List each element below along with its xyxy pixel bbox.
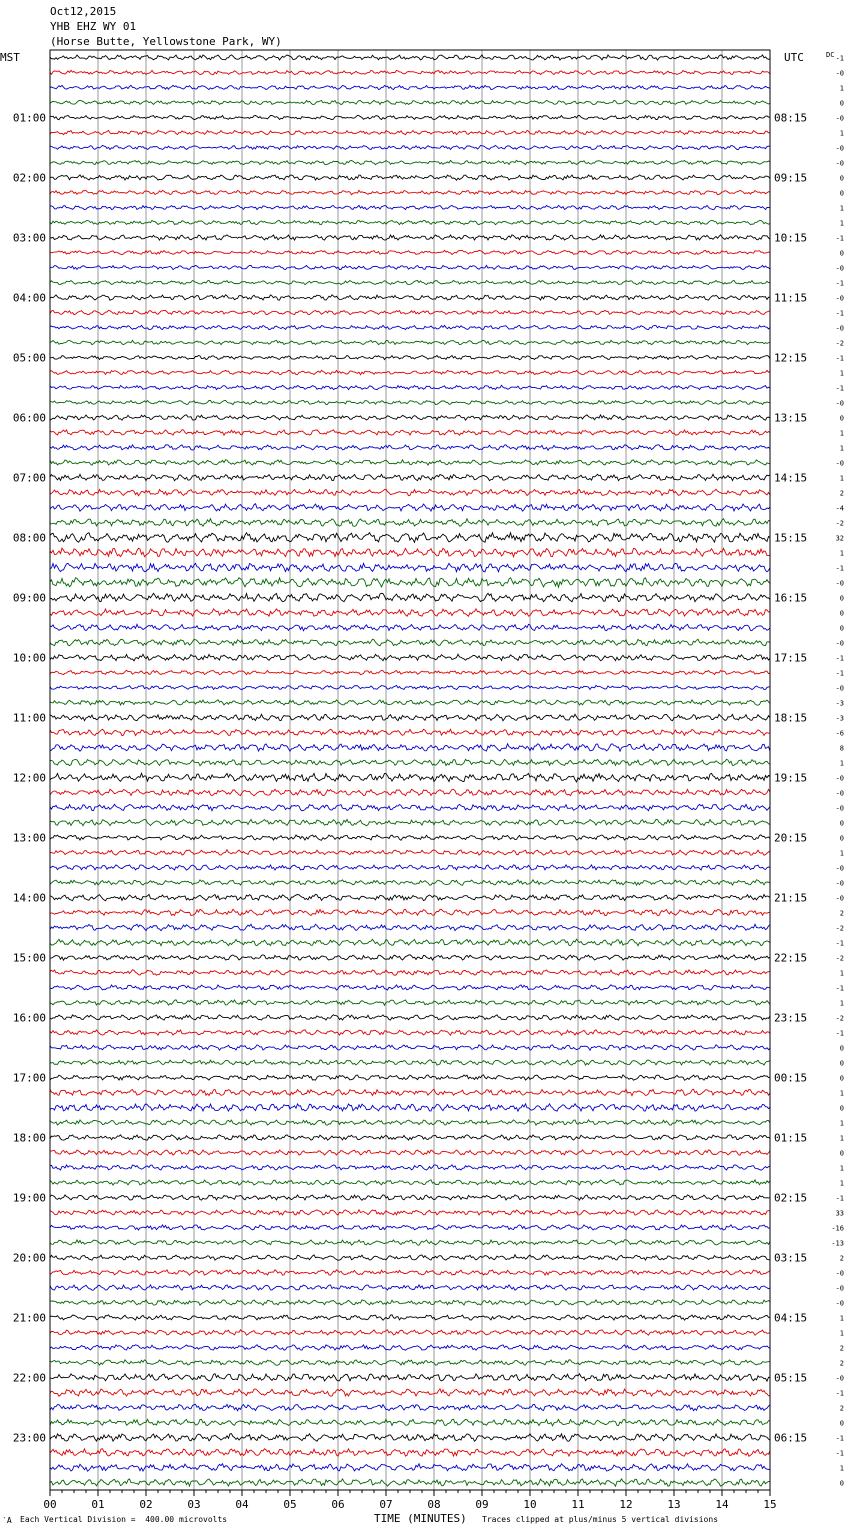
dc-offset-label: 0 [839, 414, 844, 423]
utc-hour-label: 12:15 [774, 351, 808, 365]
trace-64 [50, 1015, 770, 1020]
trace-29 [50, 489, 770, 496]
trace-8 [50, 175, 770, 180]
dc-offset-label: -1 [835, 939, 844, 948]
mst-hour-label: 22:00 [12, 1371, 46, 1385]
trace-77 [50, 1210, 770, 1215]
utc-hour-label: 11:15 [774, 291, 808, 305]
utc-hour-label: 03:15 [774, 1251, 808, 1265]
trace-34 [50, 563, 770, 571]
dc-offset-label: 2 [839, 1344, 844, 1353]
dc-offset-label: 2 [839, 1359, 844, 1368]
utc-hour-label: 19:15 [774, 771, 808, 785]
trace-20 [50, 355, 770, 359]
header-date: Oct12,2015 [50, 5, 117, 18]
trace-93 [50, 1449, 770, 1457]
trace-65 [50, 1030, 770, 1035]
dc-offset-label: 0 [839, 189, 844, 198]
trace-17 [50, 310, 770, 314]
right-zone-label: UTC [784, 51, 804, 64]
x-tick-label-15: 15 [763, 1498, 777, 1511]
utc-hour-label: 01:15 [774, 1131, 808, 1145]
utc-hour-label: 05:15 [774, 1371, 808, 1385]
dc-offset-label: 1 [839, 1464, 844, 1473]
trace-23 [50, 400, 770, 404]
dc-offset-label: 1 [839, 1089, 844, 1098]
dc-offset-label: 0 [839, 594, 844, 603]
trace-45 [50, 729, 770, 735]
trace-87 [50, 1360, 770, 1365]
trace-85 [50, 1330, 770, 1335]
dc-offset-label: 1 [839, 369, 844, 378]
utc-hour-label: 08:15 [774, 111, 808, 125]
dc-offset-label: -0 [835, 144, 844, 153]
dc-offset-label: 0 [839, 1059, 844, 1068]
dc-offset-label: -1 [835, 354, 844, 363]
dc-offset-label: -2 [835, 924, 844, 933]
trace-54 [50, 865, 770, 870]
dc-offset-label: -1 [835, 1389, 844, 1398]
left-zone-label: MST [0, 51, 20, 64]
trace-56 [50, 894, 770, 900]
trace-88 [50, 1374, 770, 1381]
trace-27 [50, 460, 770, 465]
x-tick-label-03: 03 [187, 1498, 201, 1511]
x-tick-label-12: 12 [619, 1498, 633, 1511]
x-axis-title: TIME (MINUTES) [374, 1512, 467, 1525]
mst-hour-label: 07:00 [12, 471, 46, 485]
trace-32 [50, 533, 770, 543]
dc-offset-label: 2 [839, 909, 844, 918]
trace-31 [50, 519, 770, 527]
utc-hour-label: 13:15 [774, 411, 808, 425]
dc-offset-label: 2 [839, 1404, 844, 1413]
x-tick-label-11: 11 [571, 1498, 585, 1511]
utc-hour-label: 04:15 [774, 1311, 808, 1325]
mst-hour-label: 16:00 [12, 1011, 46, 1025]
trace-95 [50, 1479, 770, 1486]
trace-44 [50, 714, 770, 720]
trace-0 [50, 55, 770, 60]
dc-offset-label: 32 [835, 534, 844, 543]
dc-offset-label: 1 [839, 999, 844, 1008]
dc-offset-label: -1 [835, 1434, 844, 1443]
mst-hour-label: 05:00 [12, 351, 46, 365]
trace-42 [50, 685, 770, 689]
dc-offset-label: -0 [835, 294, 844, 303]
trace-80 [50, 1255, 770, 1260]
trace-84 [50, 1315, 770, 1320]
dc-offset-label: 1 [839, 204, 844, 213]
dc-offset-label: -4 [835, 504, 844, 513]
mst-hour-label: 06:00 [12, 411, 46, 425]
utc-hour-label: 22:15 [774, 951, 808, 965]
trace-35 [50, 578, 770, 588]
trace-13 [50, 250, 770, 254]
utc-hour-label: 09:15 [774, 171, 808, 185]
dc-offset-label: -0 [835, 1269, 844, 1278]
trace-76 [50, 1195, 770, 1200]
trace-94 [50, 1464, 770, 1471]
dc-offset-label: -0 [835, 399, 844, 408]
dc-offset-label: 0 [839, 624, 844, 633]
dc-offset-label: 1 [839, 129, 844, 138]
x-tick-label-02: 02 [139, 1498, 153, 1511]
utc-hour-label: 10:15 [774, 231, 808, 245]
dc-offset-label: -0 [835, 804, 844, 813]
trace-57 [50, 909, 770, 915]
trace-7 [50, 160, 770, 164]
dc-offset-label: 1 [839, 1314, 844, 1323]
trace-55 [50, 880, 770, 885]
dc-offset-label: -2 [835, 339, 844, 348]
dc-offset-label: 0 [839, 834, 844, 843]
dc-offset-label: -0 [835, 114, 844, 123]
utc-hour-label: 14:15 [774, 471, 808, 485]
footer-mark: ‵A [2, 1516, 12, 1525]
mst-hour-label: 13:00 [12, 831, 46, 845]
trace-60 [50, 955, 770, 960]
dc-offset-label: -0 [835, 639, 844, 648]
x-tick-label-14: 14 [715, 1498, 729, 1511]
trace-73 [50, 1150, 770, 1155]
trace-14 [50, 265, 770, 269]
mst-hour-label: 10:00 [12, 651, 46, 665]
dc-label: DC [826, 51, 835, 59]
dc-offset-label: -0 [835, 159, 844, 168]
mst-hour-label: 15:00 [12, 951, 46, 965]
trace-75 [50, 1180, 770, 1185]
mst-hour-label: 17:00 [12, 1071, 46, 1085]
utc-hour-label: 23:15 [774, 1011, 808, 1025]
dc-offset-label: -1 [835, 279, 844, 288]
trace-83 [50, 1300, 770, 1305]
x-tick-label-07: 07 [379, 1498, 393, 1511]
trace-91 [50, 1419, 770, 1425]
trace-48 [50, 773, 770, 782]
dc-offset-label: -2 [835, 1014, 844, 1023]
dc-offset-label: 8 [839, 744, 844, 753]
trace-52 [50, 835, 770, 840]
dc-offset-label: 1 [839, 84, 844, 93]
trace-61 [50, 970, 770, 975]
x-tick-label-04: 04 [235, 1498, 249, 1511]
dc-offset-label: 0 [839, 1074, 844, 1083]
trace-4 [50, 115, 770, 119]
dc-offset-label: -1 [835, 564, 844, 573]
mst-hour-label: 21:00 [12, 1311, 46, 1325]
dc-offset-label: -1 [835, 1029, 844, 1038]
trace-51 [50, 819, 770, 825]
trace-78 [50, 1225, 770, 1230]
utc-hour-label: 18:15 [774, 711, 808, 725]
trace-89 [50, 1389, 770, 1396]
dc-offset-label: -1 [835, 54, 844, 63]
trace-5 [50, 130, 770, 134]
dc-offset-label: -16 [831, 1224, 844, 1233]
dc-offset-label: -0 [835, 774, 844, 783]
dc-offset-label: -1 [835, 669, 844, 678]
dc-offset-label: -0 [835, 1284, 844, 1293]
dc-offset-label: -2 [835, 954, 844, 963]
trace-38 [50, 624, 770, 631]
trace-25 [50, 430, 770, 435]
trace-24 [50, 415, 770, 420]
dc-offset-label: -0 [835, 789, 844, 798]
trace-2 [50, 85, 770, 89]
trace-49 [50, 789, 770, 795]
trace-81 [50, 1270, 770, 1275]
trace-46 [50, 744, 770, 751]
dc-offset-label: -0 [835, 324, 844, 333]
trace-79 [50, 1240, 770, 1245]
dc-offset-label: -1 [835, 234, 844, 243]
dc-offset-label: 0 [839, 819, 844, 828]
utc-hour-label: 21:15 [774, 891, 808, 905]
trace-62 [50, 985, 770, 990]
trace-69 [50, 1089, 770, 1095]
mst-hour-label: 09:00 [12, 591, 46, 605]
dc-offset-label: -0 [835, 864, 844, 873]
trace-9 [50, 190, 770, 194]
header-station: YHB EHZ WY 01 [50, 20, 137, 33]
trace-92 [50, 1434, 770, 1442]
trace-53 [50, 850, 770, 855]
dc-offset-label: -1 [835, 309, 844, 318]
utc-hour-label: 17:15 [774, 651, 808, 665]
dc-offset-label: -3 [835, 714, 844, 723]
footer-clip: Traces clipped at plus/minus 5 vertical divisions [482, 1515, 719, 1524]
dc-offset-label: -3 [835, 699, 844, 708]
mst-hour-label: 18:00 [12, 1131, 46, 1145]
dc-offset-label: -1 [835, 654, 844, 663]
x-tick-label-01: 01 [91, 1498, 105, 1511]
trace-90 [50, 1404, 770, 1410]
plot-grid [98, 50, 722, 1490]
trace-66 [50, 1045, 770, 1050]
dc-offset-label: 1 [839, 429, 844, 438]
dc-offset-label: 33 [835, 1209, 844, 1218]
dc-offset-label: 0 [839, 609, 844, 618]
dc-offset-label: -0 [835, 69, 844, 78]
dc-offset-label: -0 [835, 459, 844, 468]
trace-67 [50, 1060, 770, 1065]
trace-37 [50, 609, 770, 616]
mst-hour-label: 19:00 [12, 1191, 46, 1205]
x-tick-label-08: 08 [427, 1498, 441, 1511]
dc-offset-label: 1 [839, 1119, 844, 1128]
trace-74 [50, 1165, 770, 1170]
footer-scale: Each Vertical Division = 400.00 microvolts [20, 1515, 228, 1524]
dc-offset-label: 0 [839, 1104, 844, 1113]
mst-hour-label: 20:00 [12, 1251, 46, 1265]
utc-hour-label: 02:15 [774, 1191, 808, 1205]
mst-hour-label: 11:00 [12, 711, 46, 725]
dc-offset-label: 2 [839, 489, 844, 498]
dc-offset-label: -1 [835, 1449, 844, 1458]
dc-offset-label: -1 [835, 984, 844, 993]
trace-59 [50, 939, 770, 946]
dc-offset-label: 1 [839, 444, 844, 453]
trace-12 [50, 235, 770, 240]
utc-hour-label: 06:15 [774, 1431, 808, 1445]
mst-hour-label: 14:00 [12, 891, 46, 905]
utc-hour-label: 20:15 [774, 831, 808, 845]
trace-86 [50, 1345, 770, 1350]
x-tick-label-13: 13 [667, 1498, 681, 1511]
trace-15 [50, 280, 770, 284]
dc-offset-label: 1 [839, 219, 844, 228]
dc-offset-label: -0 [835, 1299, 844, 1308]
trace-28 [50, 474, 770, 480]
trace-70 [50, 1104, 770, 1111]
dc-offset-label: -1 [835, 384, 844, 393]
trace-71 [50, 1120, 770, 1125]
dc-offset-label: -2 [835, 519, 844, 528]
mst-hour-label: 12:00 [12, 771, 46, 785]
mst-hour-label: 08:00 [12, 531, 46, 545]
trace-30 [50, 504, 770, 511]
x-tick-label-00: 00 [43, 1498, 57, 1511]
trace-group [50, 55, 770, 1486]
dc-offset-label: 1 [839, 1134, 844, 1143]
dc-offset-label: 1 [839, 1164, 844, 1173]
dc-offset-label: -6 [835, 729, 844, 738]
dc-offset-label: -0 [835, 684, 844, 693]
dc-offset-label: 0 [839, 249, 844, 258]
dc-offset-label: 1 [839, 969, 844, 978]
trace-68 [50, 1075, 770, 1080]
trace-39 [50, 639, 770, 646]
mst-hour-label: 02:00 [12, 171, 46, 185]
x-tick-label-05: 05 [283, 1498, 297, 1511]
axis-labels [13, 55, 844, 1512]
utc-hour-label: 16:15 [774, 591, 808, 605]
dc-offset-label: 0 [839, 1479, 844, 1488]
trace-43 [50, 700, 770, 705]
trace-11 [50, 220, 770, 224]
mst-hour-label: 03:00 [12, 231, 46, 245]
dc-offset-label: -13 [831, 1239, 844, 1248]
trace-33 [50, 548, 770, 557]
dc-offset-label: 1 [839, 759, 844, 768]
trace-36 [50, 593, 770, 602]
dc-offset-label: 1 [839, 1329, 844, 1338]
trace-10 [50, 205, 770, 209]
header-location: (Horse Butte, Yellowstone Park, WY) [50, 35, 282, 48]
trace-40 [50, 654, 770, 661]
dc-offset-label: 1 [839, 549, 844, 558]
x-axis-ticks [50, 1490, 770, 1496]
x-tick-label-06: 06 [331, 1498, 345, 1511]
trace-19 [50, 340, 770, 344]
dc-offset-label: -0 [835, 1374, 844, 1383]
trace-1 [50, 70, 770, 74]
trace-50 [50, 804, 770, 810]
trace-47 [50, 759, 770, 765]
mst-hour-label: 04:00 [12, 291, 46, 305]
trace-3 [50, 100, 770, 104]
dc-offset-label: 1 [839, 849, 844, 858]
dc-offset-label: 0 [839, 99, 844, 108]
trace-26 [50, 445, 770, 450]
dc-offset-label: -1 [835, 1194, 844, 1203]
utc-hour-label: 00:15 [774, 1071, 808, 1085]
x-tick-label-09: 09 [475, 1498, 489, 1511]
trace-82 [50, 1285, 770, 1290]
x-tick-label-10: 10 [523, 1498, 537, 1511]
trace-21 [50, 370, 770, 374]
mst-hour-label: 01:00 [12, 111, 46, 125]
dc-offset-label: 2 [839, 1254, 844, 1263]
trace-16 [50, 295, 770, 300]
trace-63 [50, 1000, 770, 1005]
dc-offset-label: -0 [835, 579, 844, 588]
dc-offset-label: 0 [839, 1419, 844, 1428]
dc-offset-label: 0 [839, 1044, 844, 1053]
dc-offset-label: 0 [839, 174, 844, 183]
utc-hour-label: 15:15 [774, 531, 808, 545]
trace-58 [50, 924, 770, 931]
trace-18 [50, 325, 770, 329]
trace-22 [50, 385, 770, 389]
trace-6 [50, 145, 770, 149]
dc-offset-label: -0 [835, 264, 844, 273]
dc-offset-label: 0 [839, 1149, 844, 1158]
trace-72 [50, 1135, 770, 1140]
trace-41 [50, 670, 770, 674]
dc-offset-label: -0 [835, 879, 844, 888]
dc-offset-label: -0 [835, 894, 844, 903]
dc-offset-label: 1 [839, 1179, 844, 1188]
dc-offset-label: 1 [839, 474, 844, 483]
mst-hour-label: 23:00 [12, 1431, 46, 1445]
